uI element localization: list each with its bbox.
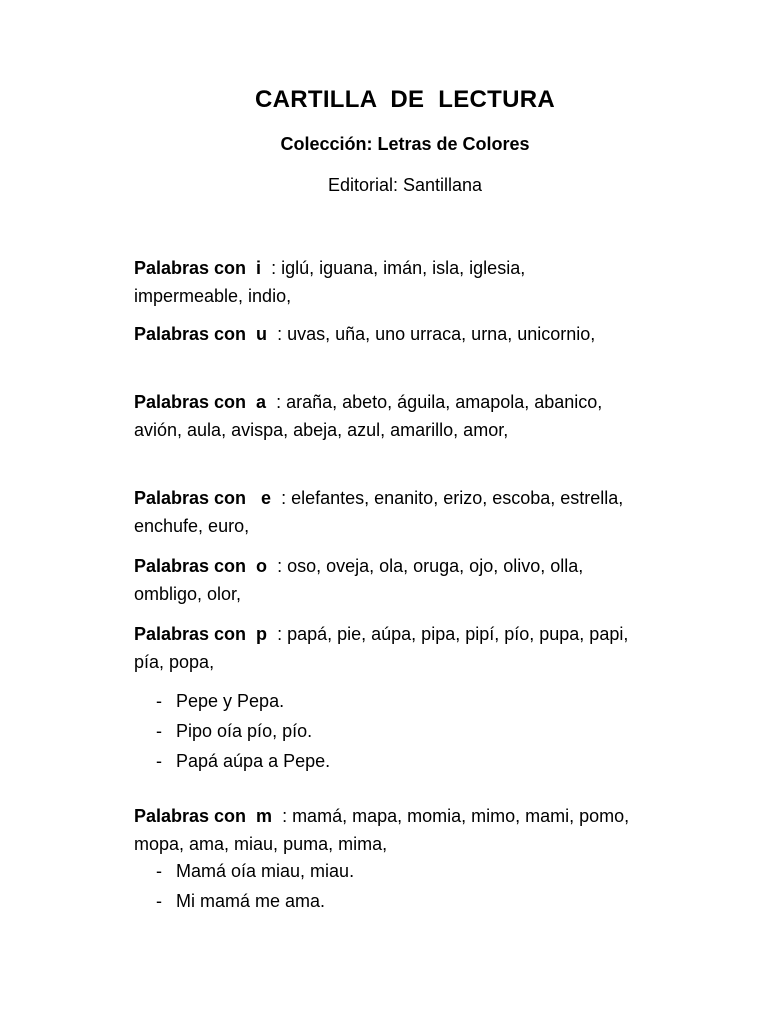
phrase-text: Mi mamá me ama. bbox=[176, 891, 326, 911]
section-words: : papá, pie, aúpa, pipa, pipí, pío, pupa, papi, pía, popa, bbox=[134, 624, 629, 672]
section-words: : iglú, iguana, imán, isla, iglesia, impermeable, indio, bbox=[134, 258, 526, 306]
section-words: : mamá, mapa, momia, mimo, mami, pomo, mopa, ama, miau, puma, mima, bbox=[134, 806, 630, 854]
section-label: Palabras con a bbox=[134, 392, 272, 412]
section-words: : oso, oveja, ola, oruga, ojo, olivo, olla, ombligo, olor, bbox=[134, 556, 584, 604]
section-label: Palabras con p bbox=[134, 624, 273, 644]
bullet-dash: - bbox=[156, 861, 162, 881]
list-item bbox=[156, 886, 616, 916]
section-label: Palabras con e bbox=[134, 488, 277, 508]
document-title: CARTILLA DE LECTURA bbox=[254, 86, 556, 113]
collection-subtitle: Colección: Letras de Colores bbox=[280, 134, 530, 154]
phrase-list-p bbox=[156, 686, 616, 776]
section-words: : araña, abeto, águila, amapola, abanico, avión, aula, avispa, abeja, azul, amarillo, amor, bbox=[134, 392, 603, 440]
section-letter-a bbox=[134, 388, 634, 444]
bullet-dash: - bbox=[156, 751, 162, 771]
phrase-text: Pipo oía pío, pío. bbox=[176, 721, 313, 741]
section-label: Palabras con m bbox=[134, 806, 278, 826]
section-words: : uvas, uña, uno urraca, urna, unicornio, bbox=[272, 324, 596, 344]
list-item bbox=[156, 686, 616, 716]
list-item bbox=[156, 746, 616, 776]
bullet-dash: - bbox=[156, 891, 162, 911]
section-letter-m bbox=[134, 802, 634, 858]
section-label: Palabras con i bbox=[134, 258, 267, 278]
list-item bbox=[156, 716, 616, 746]
section-letter-i bbox=[134, 254, 634, 310]
section-words: : elefantes, enanito, erizo, escoba, estrella, enchufe, euro, bbox=[134, 488, 624, 536]
list-item bbox=[156, 856, 616, 886]
section-letter-o bbox=[134, 552, 634, 608]
section-letter-e bbox=[134, 484, 634, 540]
section-letter-u bbox=[134, 320, 634, 348]
phrase-text: Mamá oía miau, miau. bbox=[176, 861, 355, 881]
phrase-text: Papá aúpa a Pepe. bbox=[176, 751, 331, 771]
phrase-list-m bbox=[156, 856, 616, 916]
section-label: Palabras con u bbox=[134, 324, 273, 344]
bullet-dash: - bbox=[156, 721, 162, 741]
publisher-line: Editorial: Santillana bbox=[327, 175, 483, 195]
section-label: Palabras con o bbox=[134, 556, 273, 576]
bullet-dash: - bbox=[156, 691, 162, 711]
section-letter-p bbox=[134, 620, 634, 676]
phrase-text: Pepe y Pepa. bbox=[176, 691, 285, 711]
